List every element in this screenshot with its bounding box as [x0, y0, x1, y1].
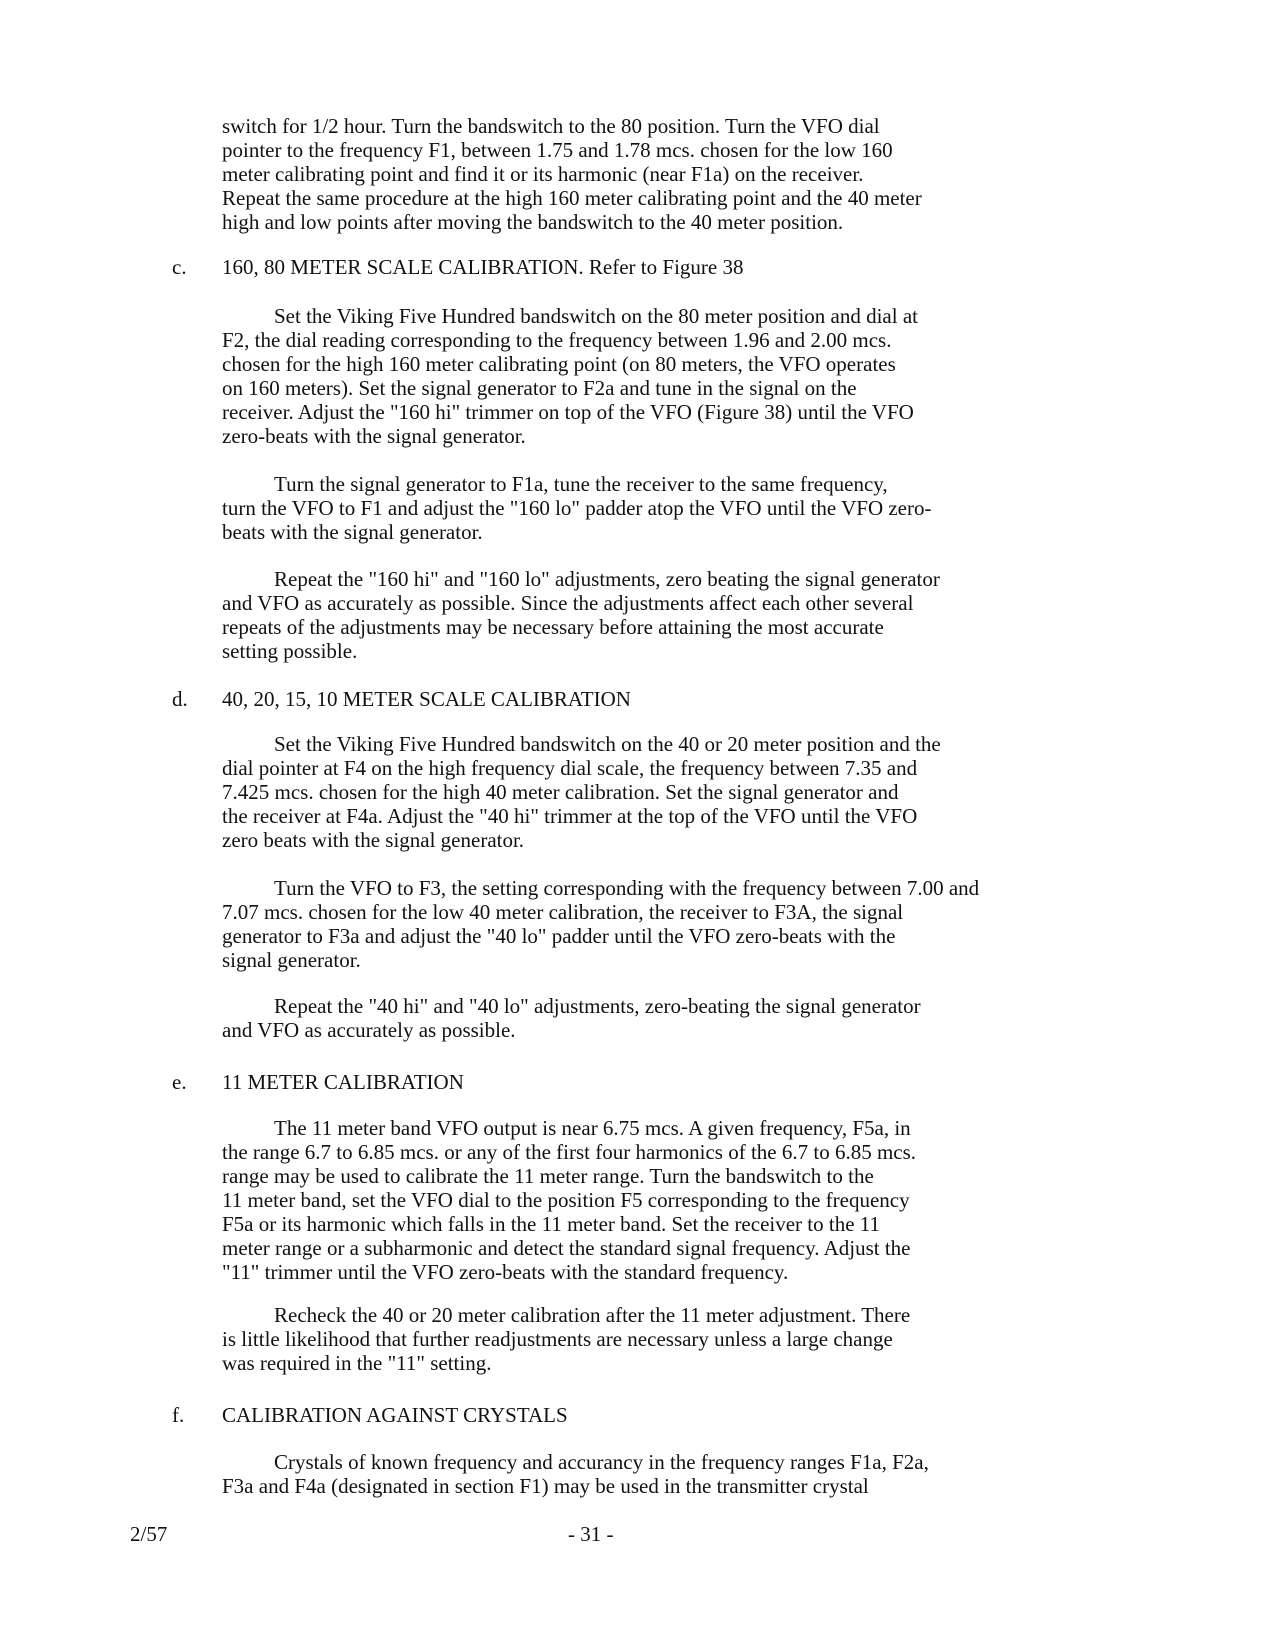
text-line: Turn the signal generator to F1a, tune the receiver to the same frequency,	[274, 472, 888, 496]
text-line: repeats of the adjustments may be necessary before attaining the most accurate	[222, 615, 884, 639]
heading-title: CALIBRATION AGAINST CRYSTALS	[222, 1403, 568, 1427]
text-line: Repeat the same procedure at the high 160 meter calibrating point and the 40 meter	[222, 186, 922, 210]
heading-letter: c.	[172, 255, 187, 279]
paragraph-d2	[222, 876, 979, 972]
paragraph-c1	[222, 304, 918, 448]
paragraph-intro	[222, 114, 922, 234]
text-line: 7.07 mcs. chosen for the low 40 meter calibration, the receiver to F3A, the signal	[222, 900, 904, 924]
text-line: beats with the signal generator.	[222, 520, 483, 544]
text-line: Crystals of known frequency and accurancy in the frequency ranges F1a, F2a,	[274, 1450, 929, 1474]
text-line: chosen for the high 160 meter calibrating point (on 80 meters, the VFO operates	[222, 352, 896, 376]
text-line: signal generator.	[222, 948, 361, 972]
heading-e	[172, 1070, 464, 1094]
heading-letter: f.	[172, 1403, 185, 1427]
text-line: zero beats with the signal generator.	[222, 828, 525, 852]
text-line: F2, the dial reading corresponding to the frequency between 1.96 and 2.00 mcs.	[222, 328, 892, 352]
text-line: F3a and F4a (designated in section F1) may be used in the transmitter crystal	[222, 1474, 869, 1498]
heading-title: 11 METER CALIBRATION	[222, 1070, 464, 1094]
text-line: The 11 meter band VFO output is near 6.75 mcs. A given frequency, F5a, in	[274, 1116, 911, 1140]
text-line: range may be used to calibrate the 11 meter range. Turn the bandswitch to the	[222, 1164, 874, 1188]
paragraph-e2	[222, 1303, 910, 1375]
paragraph-f1	[222, 1450, 929, 1498]
text-line: is little likelihood that further readjustments are necessary unless a large change	[222, 1327, 893, 1351]
text-line: meter calibrating point and find it or its harmonic (near F1a) on the receiver.	[222, 162, 864, 186]
text-line: turn the VFO to F1 and adjust the "160 lo" padder atop the VFO until the VFO zero-	[222, 496, 932, 520]
heading-letter: d.	[172, 687, 188, 711]
text-line: was required in the "11" setting.	[222, 1351, 492, 1375]
text-line: Recheck the 40 or 20 meter calibration after the 11 meter adjustment. There	[274, 1303, 911, 1327]
text-line: Set the Viking Five Hundred bandswitch on the 40 or 20 meter position and the	[274, 732, 941, 756]
text-line: pointer to the frequency F1, between 1.75 and 1.78 mcs. chosen for the low 160	[222, 138, 893, 162]
text-line: high and low points after moving the bandswitch to the 40 meter position.	[222, 210, 844, 234]
text-line: dial pointer at F4 on the high frequency dial scale, the frequency between 7.35 and	[222, 756, 918, 780]
text-line: receiver. Adjust the "160 hi" trimmer on top of the VFO (Figure 38) until the VFO	[222, 400, 914, 424]
text-line: on 160 meters). Set the signal generator to F2a and tune in the signal on the	[222, 376, 857, 400]
text-line: 11 meter band, set the VFO dial to the position F5 corresponding to the frequency	[222, 1188, 910, 1212]
heading-f	[172, 1403, 568, 1427]
text-line: Set the Viking Five Hundred bandswitch on the 80 meter position and dial at	[274, 304, 918, 328]
paragraph-c3	[222, 567, 940, 663]
footer-date: 2/57	[130, 1522, 168, 1546]
page-number: - 31 -	[568, 1522, 614, 1546]
heading-d	[172, 687, 631, 711]
heading-c	[172, 255, 743, 279]
paragraph-e1	[222, 1116, 916, 1284]
text-line: setting possible.	[222, 639, 358, 663]
text-line: the receiver at F4a. Adjust the "40 hi" trimmer at the top of the VFO until the VFO	[222, 804, 918, 828]
text-line: "11" trimmer until the VFO zero-beats with the standard frequency.	[222, 1260, 789, 1284]
text-line: 7.425 mcs. chosen for the high 40 meter calibration. Set the signal generator and	[222, 780, 899, 804]
text-line: meter range or a subharmonic and detect the standard signal frequency. Adjust the	[222, 1236, 911, 1260]
paragraph-d1	[222, 732, 941, 852]
text-line: F5a or its harmonic which falls in the 11 meter band. Set the receiver to the 11	[222, 1212, 881, 1236]
text-line: the range 6.7 to 6.85 mcs. or any of the first four harmonics of the 6.7 to 6.85 mcs.	[222, 1140, 917, 1164]
text-line: Repeat the "40 hi" and "40 lo" adjustments, zero-beating the signal generator	[274, 994, 921, 1018]
text-line: zero-beats with the signal generator.	[222, 424, 526, 448]
heading-title: 40, 20, 15, 10 METER SCALE CALIBRATION	[222, 687, 631, 711]
text-line: Repeat the "160 hi" and "160 lo" adjustments, zero beating the signal generator	[274, 567, 940, 591]
heading-title: 160, 80 METER SCALE CALIBRATION. Refer to Figure 38	[222, 255, 744, 279]
text-line: and VFO as accurately as possible.	[222, 1018, 516, 1042]
paragraph-c2	[222, 472, 932, 544]
heading-letter: e.	[172, 1070, 187, 1094]
text-line: Turn the VFO to F3, the setting corresponding with the frequency between 7.00 and	[274, 876, 980, 900]
text-line: and VFO as accurately as possible. Since the adjustments affect each other several	[222, 591, 914, 615]
paragraph-d3	[222, 994, 921, 1042]
text-line: switch for 1/2 hour. Turn the bandswitch to the 80 position. Turn the VFO dial	[222, 114, 880, 138]
text-line: generator to F3a and adjust the "40 lo" padder until the VFO zero-beats with the	[222, 924, 896, 948]
